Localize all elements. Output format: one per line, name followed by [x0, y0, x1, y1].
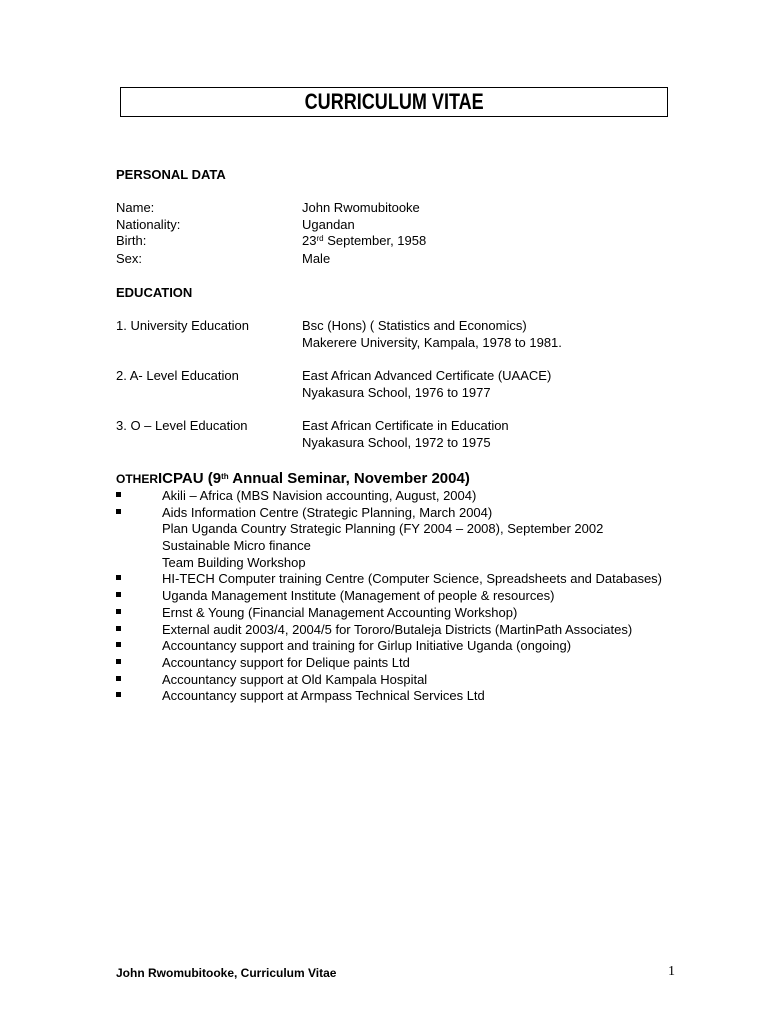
list-item-text: Ernst & Young (Financial Management Accounting Workshop) [162, 604, 518, 620]
bullet-square-icon [116, 692, 121, 697]
birth-day-suffix: rd [316, 234, 324, 243]
education-heading: EDUCATION [116, 285, 193, 300]
education-row [116, 318, 716, 335]
education-line2: Nyakasura School, 1976 to 1977 [302, 385, 491, 400]
list-item [116, 655, 736, 672]
personal-row-sex [116, 251, 716, 268]
list-item [116, 638, 736, 655]
bullet-square-icon [116, 642, 121, 647]
education-line1: East African Certificate in Education [302, 418, 509, 433]
bullet-square-icon [116, 676, 121, 681]
list-item-text: Uganda Management Institute (Management of people & resources) [162, 588, 555, 604]
personal-label: Nationality: [116, 217, 181, 232]
list-item [116, 505, 736, 522]
education-row [116, 418, 716, 435]
bullet-square-icon [116, 575, 121, 580]
bullet-square-icon [116, 592, 121, 597]
other-title-part: ICPAU (9 [158, 470, 222, 487]
list-item-text: Accountancy support and training for Girlup Initiative Uganda (ongoing) [162, 638, 572, 654]
list-item [116, 538, 736, 555]
education-line1: East African Advanced Certificate (UAACE) [302, 368, 552, 383]
education-row [116, 368, 716, 385]
list-item-text: Accountancy support at Old Kampala Hospital [162, 671, 428, 687]
personal-value [302, 233, 426, 248]
education-row [116, 435, 716, 452]
bullet-square-icon [116, 492, 121, 497]
list-item [116, 688, 736, 705]
page-number: 1 [668, 964, 675, 979]
list-item-text: Akili – Africa (MBS Navision accounting, August, 2004) [162, 488, 477, 503]
list-item-text: Accountancy support at Armpass Technical Services Ltd [162, 688, 485, 704]
document-title: CURRICULUM VITAE [304, 89, 484, 114]
personal-label: Birth: [116, 233, 147, 248]
birth-day: 23 [302, 233, 317, 248]
bullet-square-icon [116, 509, 121, 514]
list-item-text: HI-TECH Computer training Centre (Computer Science, Spreadsheets and Databases) [162, 571, 663, 587]
list-item-text: Accountancy support for Delique paints Ltd [162, 654, 410, 670]
birth-rest: September, 1958 [323, 233, 427, 248]
title-box [120, 87, 668, 117]
bullet-square-icon [116, 626, 121, 631]
education-label: 2. A- Level Education [116, 368, 239, 383]
personal-label: Sex: [116, 251, 143, 266]
education-label: 1. University Education [116, 318, 249, 333]
personal-row-name [116, 200, 716, 217]
education-line2: Nyakasura School, 1972 to 1975 [302, 435, 491, 450]
other-title-suffix: th [221, 472, 229, 481]
bullet-square-icon [116, 659, 121, 664]
personal-value: Ugandan [302, 217, 355, 232]
list-item [116, 605, 736, 622]
personal-label: Name: [116, 200, 155, 215]
list-item [116, 571, 736, 588]
personal-data-heading: PERSONAL DATA [116, 167, 226, 182]
list-item [116, 588, 736, 605]
other-title [158, 470, 470, 487]
personal-row-birth [116, 233, 716, 250]
personal-row-nationality [116, 217, 716, 234]
personal-value: Male [302, 251, 331, 266]
other-title-part: Annual Seminar, November 2004) [228, 470, 470, 487]
personal-value: John Rwomubitooke [302, 200, 420, 215]
list-item [116, 672, 736, 689]
list-item-text: Sustainable Micro finance [162, 538, 311, 554]
list-item [116, 555, 736, 572]
footer-title: John Rwomubitooke, Curriculum Vitae [116, 966, 337, 980]
education-line2: Makerere University, Kampala, 1978 to 1981. [302, 335, 562, 350]
list-item-text: Team Building Workshop [162, 554, 306, 570]
list-item-text: Plan Uganda Country Strategic Planning (FY 2004 – 2008), September 2002 [162, 521, 604, 537]
bullet-square-icon [116, 609, 121, 614]
list-item [116, 521, 736, 538]
list-item [116, 622, 736, 639]
list-item-text: Aids Information Centre (Strategic Planning, March 2004) [162, 504, 493, 520]
other-heading [116, 470, 470, 488]
education-line1: Bsc (Hons) ( Statistics and Economics) [302, 318, 527, 333]
other-list [116, 488, 736, 705]
list-item [116, 488, 736, 505]
education-row [116, 335, 716, 352]
list-item-text: External audit 2003/4, 2004/5 for Tororo/Butaleja Districts (MartinPath Associates) [162, 621, 633, 637]
education-row [116, 385, 716, 402]
education-label: 3. O – Level Education [116, 418, 248, 433]
other-prefix: OTHER [116, 472, 158, 486]
